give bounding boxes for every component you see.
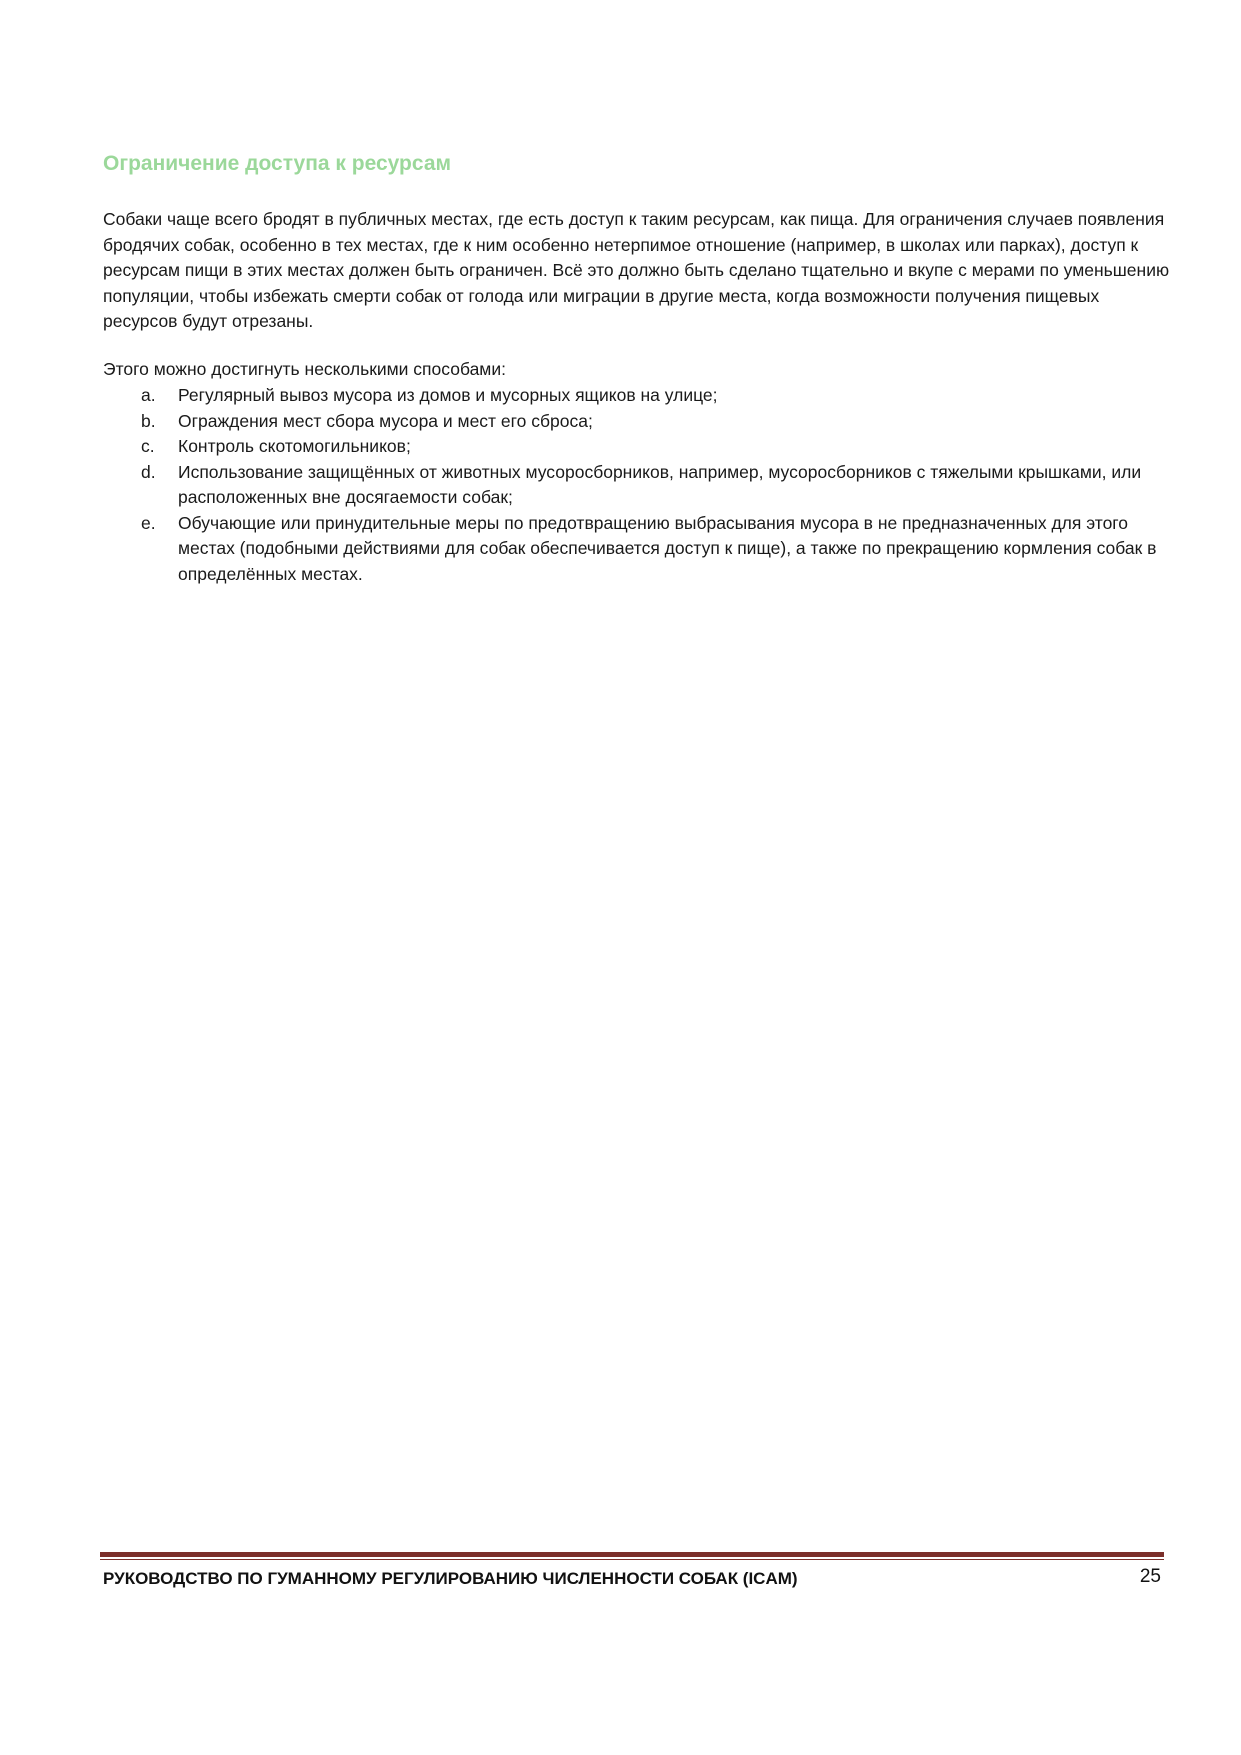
list-item-text: Использование защищённых от животных мусоросборников, например, мусоросборников с тяжелыми крышками, или расположенных вне досягаемости собак; [178, 461, 1142, 507]
list-item [103, 409, 1173, 435]
list-item [103, 383, 1173, 409]
section-heading: Ограничение доступа к ресурсам [103, 152, 452, 175]
footer-title: РУКОВОДСТВО ПО ГУМАННОМУ РЕГУЛИРОВАНИЮ ЧИСЛЕННОСТИ СОБАК (ICAM) [103, 1569, 798, 1588]
list-item [103, 460, 1173, 511]
intro-paragraph: Собаки чаще всего бродят в публичных местах, где есть доступ к таким ресурсам, как пища. Для ограничения случаев появления бродячих собак, особенно в тех местах, где к ним особенно нетерпимое отношение (например, в школах или парках), доступ к ресурсам пищи в этих местах должен быть ограничен. Всё это должно быть сделано тщательно и вкупе с мерами по уменьшению популяции, чтобы избежать смерти собак от голода или миграции в другие места, когда возможности получения пищевых ресурсов будут отрезаны. [103, 209, 1170, 331]
list-marker: c. [141, 436, 155, 456]
list-marker: e. [141, 512, 156, 533]
page-number: 25 [1139, 1566, 1161, 1587]
list-item-text: Обучающие или принудительные меры по предотвращению выбрасывания мусора в не предназначенных для этого местах (подобными действиями для собак обеспечивается доступ к пище), а также по прекращению кормления собак в определённых местах. [178, 512, 1157, 584]
list-item [103, 434, 1173, 460]
list-marker: d. [141, 461, 156, 482]
list-marker: b. [141, 410, 156, 431]
list-item [103, 511, 1173, 588]
footer-divider-thick [100, 1552, 1164, 1557]
list-item-text: Регулярный вывоз мусора из домов и мусорных ящиков на улице; [178, 385, 718, 405]
list-marker: a. [141, 385, 156, 405]
list-item-text: Контроль скотомогильников; [178, 436, 411, 456]
list-item-text: Ограждения мест сбора мусора и мест его сброса; [178, 410, 593, 431]
methods-lead: Этого можно достигнуть несколькими способами: [103, 359, 506, 379]
methods-list [103, 383, 1173, 587]
footer-divider-thin [100, 1559, 1164, 1560]
